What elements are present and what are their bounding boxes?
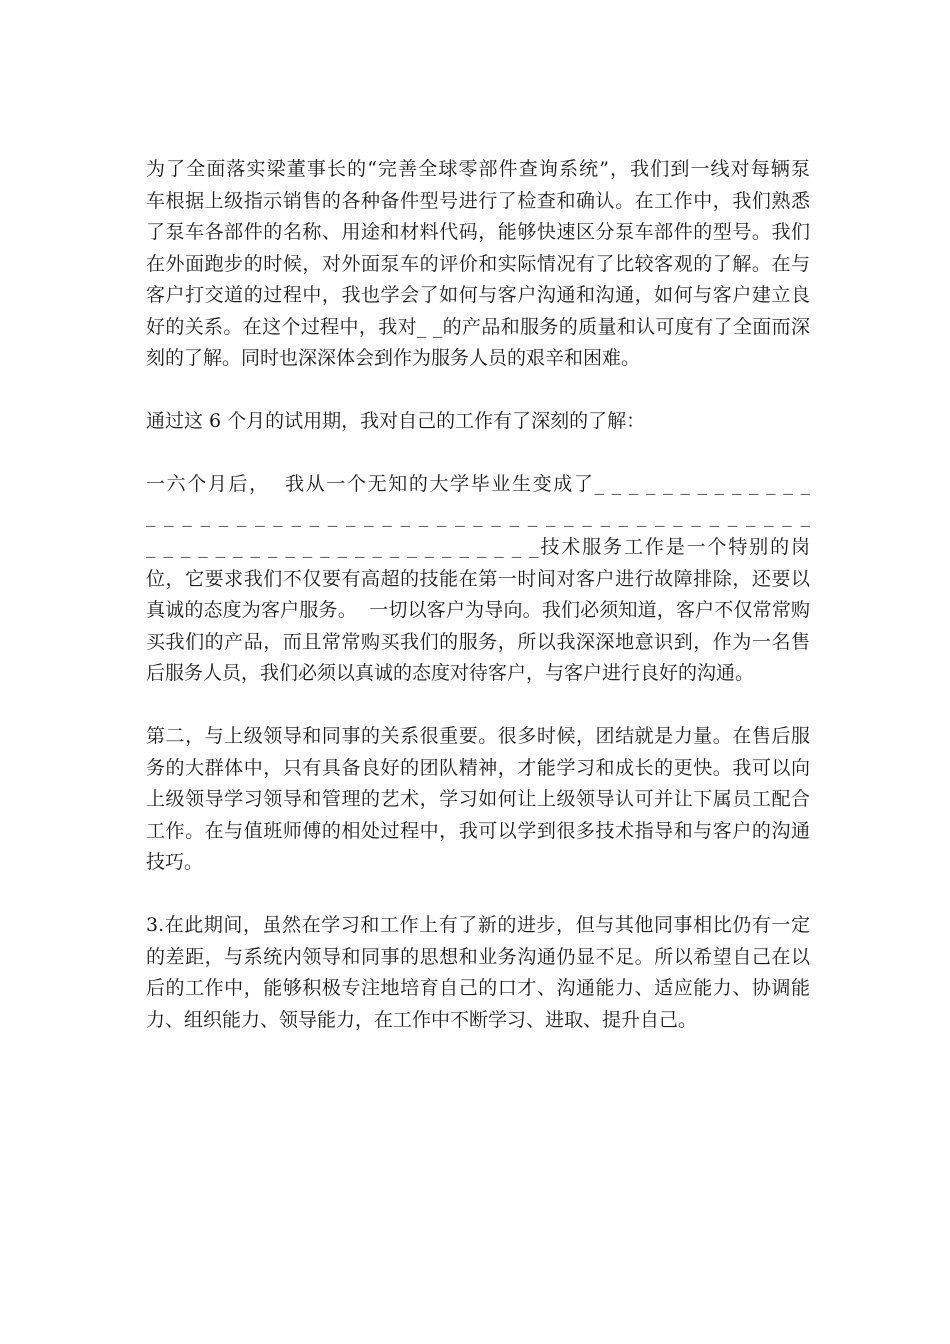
text-line: 后的工作中，能够积极专注地培育自己的口才、沟通能力、适应能力、协调能 [146, 977, 810, 999]
document-body [146, 154, 810, 1036]
text-line: 一六个月后， 我从一个无知的大学毕业生变成了_ _ _ _ _ _ _ _ _ _ _ _ _ [146, 473, 810, 495]
paragraph-first-point [146, 469, 810, 690]
text-line: 为了全面落实梁董事长的“完善全球零部件查询系统”，我们到一线对每辆泵 [146, 158, 810, 180]
text-line: 了泵车各部件的名称、用途和材料代码，能够快速区分泵车部件的型号。我们 [146, 221, 810, 243]
text-line: 客户打交道的过程中，我也学会了如何与客户沟通和沟通，如何与客户建立良 [146, 284, 810, 306]
text-line: _ _ _ _ _ _ _ _ _ _ _ _ _ _ _ _ _ _ _ _ _ _ _技术服务工作是一个特别的岗 [146, 536, 810, 558]
text-line: 上级领导学习领导和管理的艺术，学习如何让上级领导认可并让下属员工配合 [146, 788, 810, 810]
paragraph-gap [146, 879, 810, 911]
text-line: 通过这 6 个月的试用期，我对自己的工作有了深刻的了解： [146, 410, 646, 432]
text-line: 务的大群体中，只有具备良好的团队精神，才能学习和成长的更快。我可以向 [146, 756, 810, 779]
text-line: 刻的了解。同时也深深体会到作为服务人员的艰辛和困难。 [146, 347, 641, 369]
text-line: 力、组织能力、领导能力，在工作中不断学习、进取、提升自己。 [146, 1008, 698, 1031]
paragraph-intro [146, 154, 810, 375]
text-line: _ _ _ _ _ _ _ _ _ _ _ _ _ _ _ _ _ _ _ _ _ _ _ _ _ _ _ _ _ _ _ _ _ _ _ _ _ [146, 504, 810, 527]
paragraph-gap [146, 690, 810, 722]
text-line: 后服务人员，我们必须以真诚的态度对待客户，与客户进行良好的沟通。 [146, 662, 755, 684]
text-line: 在外面跑步的时候，对外面泵车的评价和实际情况有了比较客观的了解。在与 [146, 252, 810, 275]
text-line: 位，它要求我们不仅要有高超的技能在第一时间对客户进行故障排除，还要以 [146, 567, 810, 590]
text-line: 技巧。 [146, 851, 204, 873]
text-line: 真诚的态度为客户服务。 一切以客户为导向。我们必须知道，客户不仅常常购 [146, 599, 810, 621]
paragraph-second-point [146, 721, 810, 879]
paragraph-gap [146, 375, 810, 407]
paragraph-gap [146, 438, 810, 470]
text-line: 的差距，与系统内领导和同事的思想和业务沟通仍显不足。所以希望自己在以 [146, 945, 810, 968]
paragraph-third-point [146, 910, 810, 1036]
text-line: 3.在此期间，虽然在学习和工作上有了新的进步，但与其他同事相比仍有一定 [146, 914, 810, 936]
text-line: 工作。在与值班师傅的相处过程中，我可以学到很多技术指导和与客户的沟通 [146, 819, 810, 842]
text-line: 第二，与上级领导和同事的关系很重要。很多时候，团结就是力量。在售后服 [146, 725, 810, 747]
paragraph-summary-lead [146, 406, 810, 438]
text-line: 车根据上级指示销售的各种备件型号进行了检查和确认。在工作中，我们熟悉 [146, 189, 810, 212]
text-line: 买我们的产品，而且常常购买我们的服务，所以我深深地意识到，作为一名售 [146, 630, 810, 653]
text-line: 好的关系。在这个过程中，我对_ _的产品和服务的质量和认可度有了全面而深 [146, 315, 810, 338]
